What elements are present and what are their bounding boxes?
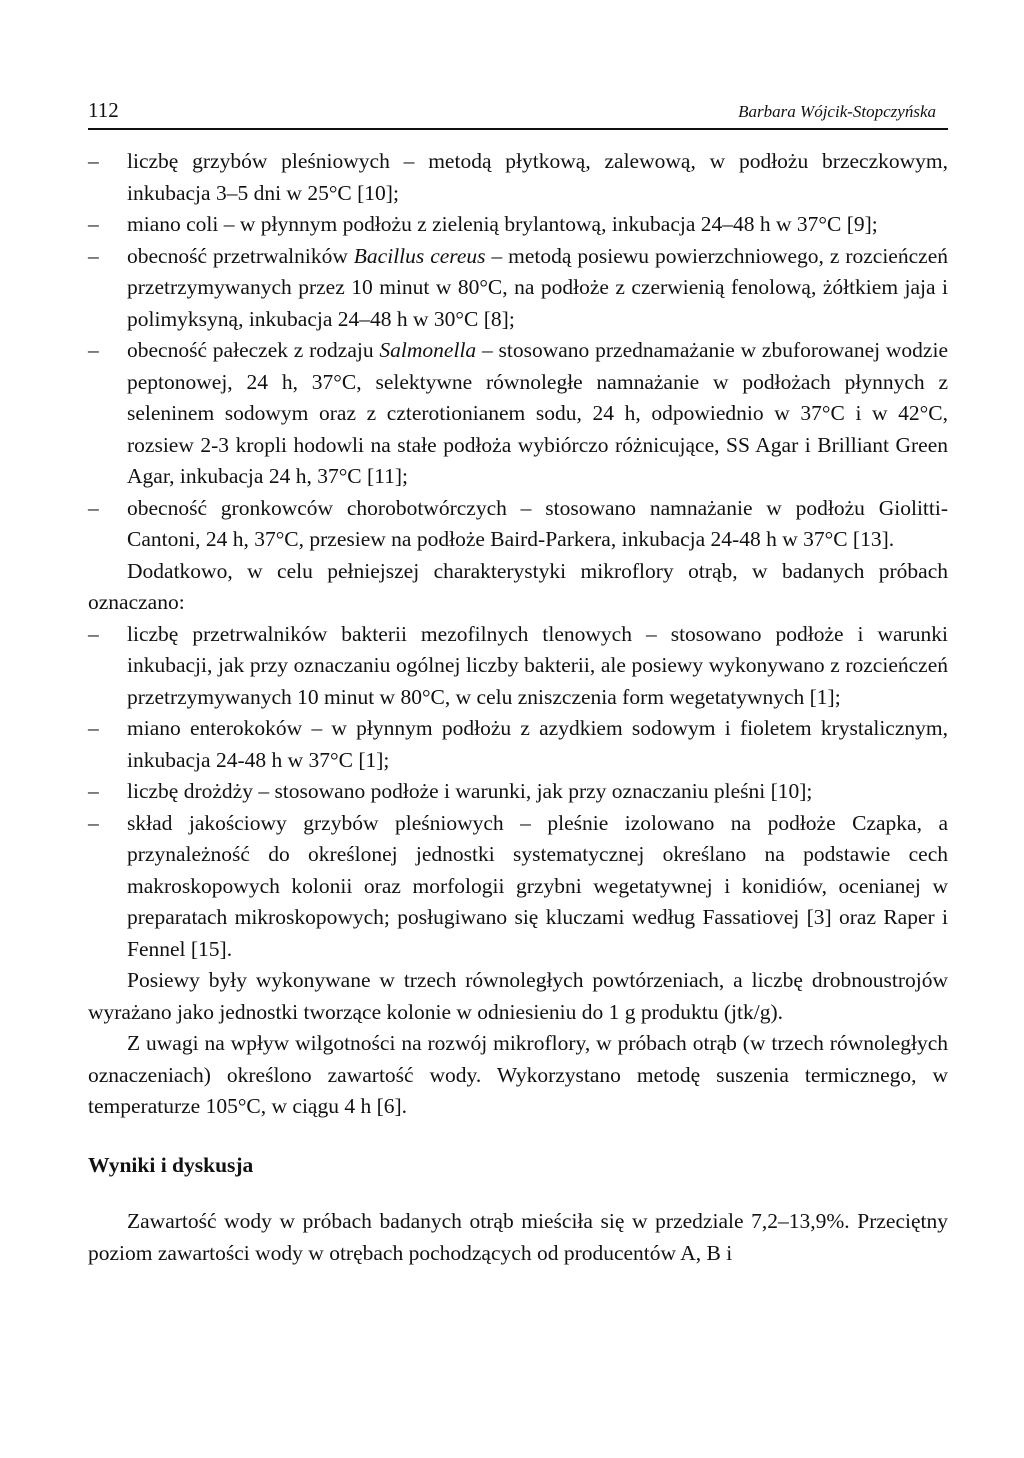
methods-list bbox=[88, 146, 948, 556]
species-name: Bacillus cereus bbox=[353, 243, 486, 268]
section-heading: Wyniki i dyskusja bbox=[88, 1152, 254, 1177]
paragraph: Posiewy były wykonywane w trzech równoległych powtórzeniach, a liczbę drobnoustrojów wyrażano jako jednostki tworzące kolonie w odniesieniu do 1 g produktu (jtk/g). bbox=[88, 968, 948, 1024]
list-item-text: skład jakościowy grzybów pleśniowych – pleśnie izolowano na podłoże Czapka, a przynależność do określonej jednostki systematycznej określano na podstawie cech makroskopowych kolonii oraz morfologii grzybni wegetatywnej i konidiów, ocenianej w preparatach mikroskopowych; posługiwano się kluczami według Fassatiovej [3] oraz Raper i Fennel [15]. bbox=[127, 810, 948, 961]
text-segment: obecność pałeczek z rodzaju bbox=[127, 338, 380, 362]
list-item bbox=[88, 493, 948, 556]
text-segment: – metodą posiewu powierzchniowego, z rozcieńczeń przetrzymywanych przez 10 minut w 80°C, na podłoże z czerwienią fenolową, żółtkiem jaja i polimyksyną, inkubacja 24–48 h w 30°C [8]; bbox=[127, 243, 948, 331]
list-dash: – bbox=[88, 621, 99, 646]
list-item-text: miano enterokoków – w płynnym podłożu z azydkiem sodowym i fioletem krystalicznym, inkubacja 24-48 h w 37°C [1]; bbox=[127, 716, 948, 772]
paragraph: Zawartość wody w próbach badanych otrąb mieściła się w przedziale 7,2–13,9%. Przeciętny poziom zawartości wody w otrębach pochodzących od producentów A, B i bbox=[88, 1209, 948, 1265]
running-head: Barbara Wójcik-Stopczyńska bbox=[738, 102, 936, 121]
list-dash: – bbox=[88, 149, 99, 173]
list-dash: – bbox=[88, 338, 99, 362]
list-dash: – bbox=[88, 779, 99, 803]
list-item bbox=[88, 146, 948, 209]
paragraph: Dodatkowo, w celu pełniejszej charakterystyki mikroflory otrąb, w badanych próbach oznaczano: bbox=[88, 558, 948, 614]
genus-name: Salmonella bbox=[379, 338, 477, 362]
list-dash: – bbox=[88, 243, 99, 268]
page-header bbox=[88, 98, 948, 130]
list-item-text: obecność gronkowców chorobotwórczych – stosowano namnażanie w podłożu Giolitti-Cantoni, 24 h, 37°C, przesiew na podłoże Baird-Parkera, inkubacja 24-48 h w 37°C [13]. bbox=[127, 495, 948, 551]
page-number: 112 bbox=[88, 98, 119, 122]
list-item-text: liczbę drożdży – stosowano podłoże i warunki, jak przy oznaczaniu pleśni [10]; bbox=[127, 779, 813, 803]
page bbox=[88, 98, 948, 1269]
text-segment: obecność przetrwalników bbox=[127, 243, 354, 268]
list-dash: – bbox=[88, 495, 99, 520]
text-segment: – stosowano przednamażanie w zbuforowanej wodzie peptonowej, 24 h, 37°C, selektywne równoległe namnażanie w podłożach płynnych z seleninem sodowym oraz z czterotionianem sodu, 24 h, odpowiednio w 37°C i w 42°C, rozsiew 2-3 kropli hodowli na stałe podłoża wybiórczo różnicujące, SS Agar i Brilliant Green Agar, inkubacja 24 h, 37°C [11]; bbox=[127, 338, 948, 488]
list-item-text: miano coli – w płynnym podłożu z zielenią brylantową, inkubacja 24–48 h w 37°C [9]; bbox=[127, 212, 878, 236]
list-item bbox=[88, 776, 948, 808]
list-item bbox=[88, 335, 948, 493]
list-item bbox=[88, 808, 948, 966]
paragraph: Z uwagi na wpływ wilgotności na rozwój mikroflory, w próbach otrąb (w trzech równoległych oznaczeniach) określono zawartość wody. Wykorzystano metodę suszenia termicznego, w temperaturze 105°C, w ciągu 4 h [6]. bbox=[88, 1031, 948, 1118]
list-item-text: liczbę przetrwalników bakterii mezofilnych tlenowych – stosowano podłoże i warunki inkubacji, jak przy oznaczaniu ogólnej liczby bakterii, ale posiewy wykonywano z rozcieńczeń przetrzymywanych 10 minut w 80°C, w celu zniszczenia form wegetatywnych [1]; bbox=[127, 621, 948, 709]
list-dash: – bbox=[88, 810, 99, 835]
list-item-text: liczbę grzybów pleśniowych – metodą płytkową, zalewową, w podłożu brzeczkowym, inkubacja 3–5 dni w 25°C [10]; bbox=[127, 149, 948, 205]
list-item bbox=[88, 241, 948, 336]
list-item bbox=[88, 209, 948, 241]
list-item bbox=[88, 619, 948, 714]
list-dash: – bbox=[88, 212, 99, 236]
additional-methods-list bbox=[88, 619, 948, 966]
list-dash: – bbox=[88, 716, 99, 740]
body-text bbox=[88, 146, 948, 1269]
list-item bbox=[88, 713, 948, 776]
list-item-text bbox=[127, 338, 948, 488]
list-item-text bbox=[127, 244, 948, 331]
